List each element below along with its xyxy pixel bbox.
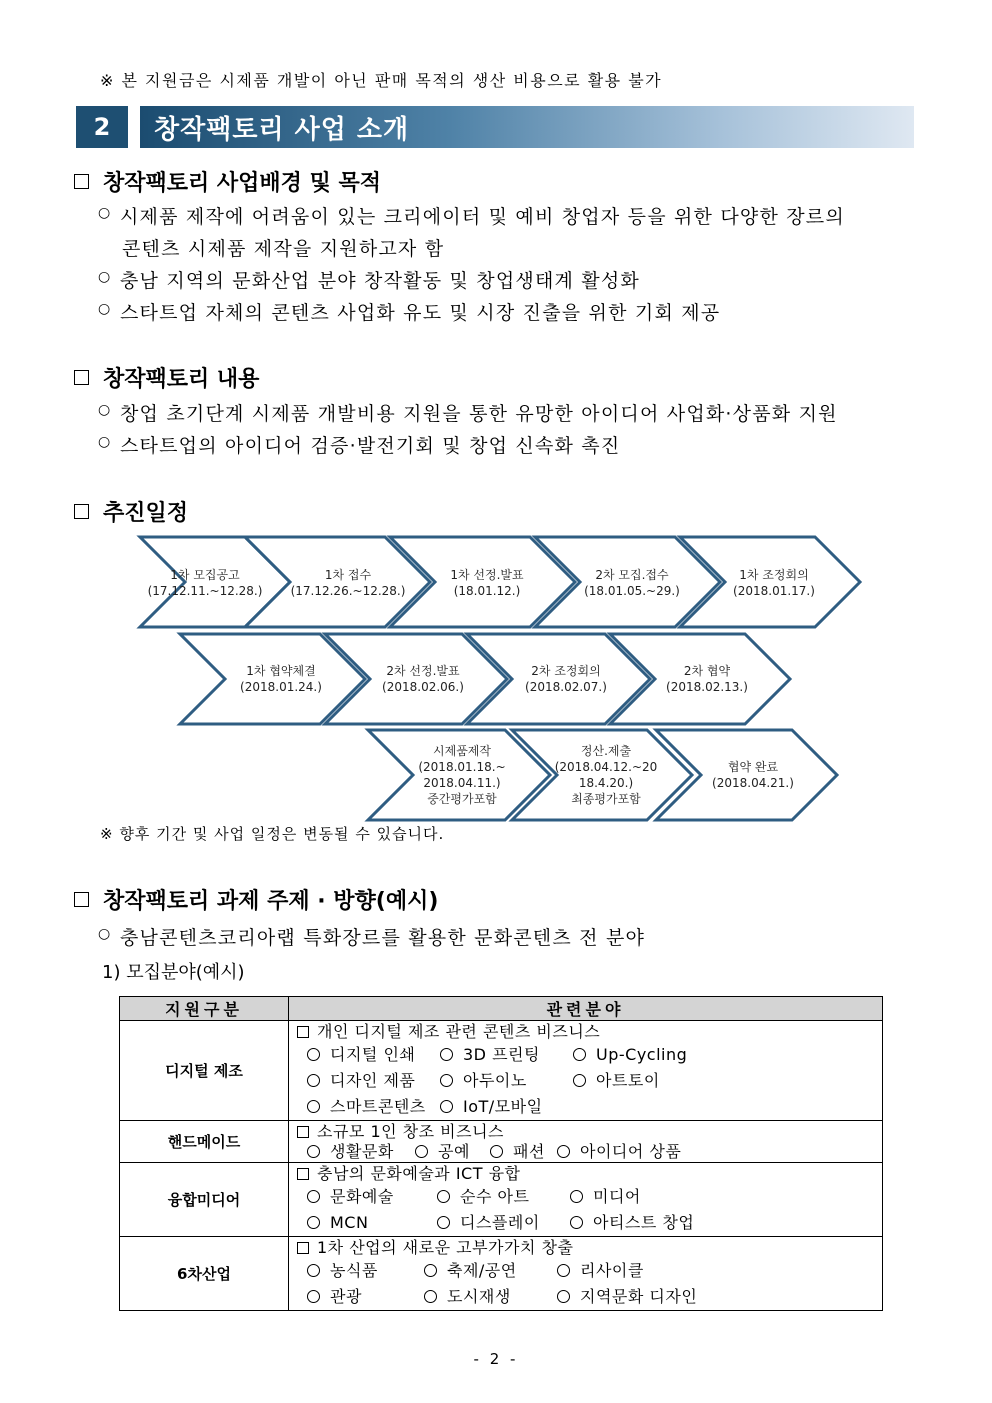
circle-bullet-icon: ○ (98, 434, 112, 450)
option-text: 디지털 인쇄 (330, 1045, 416, 1064)
section-title: 창작팩토리 사업 소개 (140, 106, 914, 148)
option-text: 문화예술 (330, 1187, 394, 1206)
fields-cell (289, 1237, 883, 1311)
step-date: (2018.01.24.) (240, 680, 322, 694)
list-item-text: 창업 초기단계 시제품 개발비용 지원을 통한 유망한 아이디어 사업화·상품화 지원 (120, 403, 838, 425)
field-option (437, 1184, 570, 1210)
step-line: 정산.제출 (580, 744, 632, 758)
circle-icon (307, 1100, 320, 1113)
step-line: 최종평가포함 (571, 792, 641, 806)
field-option (424, 1284, 557, 1310)
circle-icon (557, 1145, 570, 1158)
field-option (437, 1210, 570, 1236)
option-text: 디자인 제품 (330, 1071, 416, 1090)
field-option (573, 1042, 687, 1068)
list-item-text: 충남콘텐츠코리아랩 특화장르를 활용한 문화콘텐츠 전 분야 (120, 927, 646, 949)
field-options-line (289, 1142, 882, 1162)
field-option (440, 1042, 573, 1068)
step-date: (18.01.05.~29.) (584, 584, 680, 598)
field-option (307, 1094, 440, 1120)
option-text: 아트토이 (596, 1071, 660, 1090)
heading-text: 창작팩토리 내용 (103, 367, 260, 392)
option-text: 관광 (330, 1287, 362, 1306)
field-heading (289, 1021, 882, 1042)
circle-icon (307, 1145, 320, 1158)
field-option (570, 1210, 694, 1236)
field-options-line (289, 1184, 882, 1210)
circle-icon (440, 1100, 453, 1113)
step-line: 중간평가포함 (427, 792, 497, 806)
top-note: ※ 본 지원금은 시제품 개발이 아닌 판매 목적의 생산 비용으로 활용 불가 (100, 71, 663, 90)
table-header: 지원구분 (120, 997, 289, 1021)
field-option (573, 1068, 660, 1094)
circle-icon (424, 1264, 437, 1277)
step-date: (18.01.12.) (453, 584, 521, 598)
section-number: 2 (76, 106, 128, 148)
step-date: (2018.02.07.) (525, 680, 607, 694)
circle-icon (437, 1216, 450, 1229)
circle-icon (440, 1074, 453, 1087)
list-item-text: 스타트업 자체의 콘텐츠 사업화 유도 및 시장 진출을 위한 기회 제공 (120, 302, 721, 324)
field-options-line (289, 1042, 882, 1068)
option-text: 디스플레이 (460, 1213, 540, 1232)
step-line: (2018.04.12.~20 (554, 760, 658, 774)
sub-heading: 1) 모집분야(예시) (102, 962, 245, 983)
step-title: 2차 협약 (683, 664, 731, 678)
field-option (440, 1094, 543, 1120)
circle-bullet-icon: ○ (98, 301, 112, 317)
field-option (307, 1042, 440, 1068)
field-heading (289, 1237, 882, 1258)
step-line: (2018.04.21.) (712, 776, 794, 790)
fields-cell (289, 1163, 883, 1237)
step-title: 2차 모집.접수 (595, 568, 669, 582)
circle-icon (415, 1145, 428, 1158)
field-options-line (289, 1210, 882, 1236)
option-text: IoT/모바일 (463, 1097, 543, 1116)
heading-text: 창작팩토리 과제 주제 · 방향(예시) (103, 889, 439, 914)
table-row (120, 1237, 883, 1311)
step-title: 2차 선정.발표 (386, 664, 460, 678)
option-text: 생활문화 (330, 1142, 394, 1161)
circle-icon (557, 1290, 570, 1303)
list-item (98, 923, 645, 950)
circle-icon (424, 1290, 437, 1303)
option-text: 아이디어 상품 (580, 1142, 682, 1161)
step-line: 18.4.20.) (578, 776, 634, 790)
step-date: (17.12.11.~12.28.) (147, 584, 263, 598)
field-option (415, 1142, 490, 1162)
circle-icon (307, 1190, 320, 1203)
option-text: Up-Cycling (596, 1045, 688, 1064)
field-options-line (289, 1258, 882, 1284)
checkbox-square-icon (74, 892, 89, 907)
option-text: 아두이노 (463, 1071, 527, 1090)
circle-bullet-icon: ○ (98, 269, 112, 285)
step-title: 1차 선정.발표 (450, 568, 524, 582)
step-title: 1차 협약체결 (246, 664, 316, 678)
field-option (557, 1142, 681, 1162)
field-option (490, 1142, 557, 1162)
field-options-line (289, 1068, 882, 1094)
heading-topics (74, 884, 438, 915)
circle-icon (570, 1216, 583, 1229)
option-text: 패션 (513, 1142, 545, 1161)
step-line: 2018.04.11.) (423, 776, 501, 790)
field-option (557, 1258, 644, 1284)
checkbox-square-icon (297, 1126, 309, 1138)
field-option (424, 1258, 557, 1284)
fields-cell (289, 1021, 883, 1121)
option-text: 미디어 (593, 1187, 641, 1206)
option-text: 스마트콘텐츠 (330, 1097, 426, 1116)
list-item-text: 스타트업의 아이디어 검증·발전기회 및 창업 신속화 촉진 (120, 435, 621, 457)
step-line: 시제품제작 (433, 744, 491, 758)
field-heading-text: 1차 산업의 새로운 고부가가치 창출 (317, 1238, 574, 1257)
heading-text: 추진일정 (103, 501, 189, 526)
circle-icon (307, 1216, 320, 1229)
step-date: (2018.01.17.) (733, 584, 815, 598)
field-heading (289, 1163, 882, 1184)
circle-icon (570, 1190, 583, 1203)
circle-icon (307, 1264, 320, 1277)
table-row (120, 1163, 883, 1237)
field-options-line (289, 1284, 882, 1310)
category-cell: 6차산업 (120, 1237, 289, 1311)
category-cell: 디지털 제조 (120, 1021, 289, 1121)
option-text: 3D 프린팅 (463, 1045, 540, 1064)
step-date: (2018.02.13.) (666, 680, 748, 694)
circle-icon (440, 1048, 453, 1061)
field-option (307, 1068, 440, 1094)
schedule-note: ※ 향후 기간 및 사업 일정은 변동될 수 있습니다. (100, 825, 445, 843)
category-cell: 융합미디어 (120, 1163, 289, 1237)
field-option (440, 1068, 573, 1094)
field-option (307, 1142, 415, 1162)
step-title: 1차 모집공고 (170, 568, 240, 582)
circle-icon (573, 1048, 586, 1061)
option-text: MCN (330, 1213, 369, 1232)
field-option (557, 1284, 697, 1310)
step-title: 1차 조정회의 (739, 568, 809, 582)
field-option (307, 1210, 437, 1236)
table-row (120, 1021, 883, 1121)
option-text: 아티스트 창업 (593, 1213, 695, 1232)
step-title: 2차 조정회의 (531, 664, 601, 678)
circle-bullet-icon: ○ (98, 402, 112, 418)
option-text: 순수 아트 (460, 1187, 530, 1206)
step-date: (17.12.26.~12.28.) (290, 584, 406, 598)
field-options-line (289, 1094, 882, 1120)
checkbox-square-icon (297, 1242, 309, 1254)
table-row (120, 1121, 883, 1163)
table-header-row (120, 997, 883, 1021)
step-line: 협약 완료 (727, 760, 779, 774)
field-option (307, 1258, 424, 1284)
step-line: (2018.01.18.~ (418, 760, 506, 774)
circle-icon (307, 1290, 320, 1303)
step-title: 1차 접수 (324, 568, 372, 582)
circle-icon (490, 1145, 503, 1158)
table-header: 관련분야 (289, 997, 883, 1021)
circle-icon (573, 1074, 586, 1087)
field-heading-text: 소규모 1인 창조 비즈니스 (317, 1122, 504, 1141)
checkbox-square-icon (297, 1168, 309, 1180)
step-date: (2018.02.06.) (382, 680, 464, 694)
heading-text: 창작팩토리 사업배경 및 목적 (103, 171, 382, 196)
page-number: - 2 - (473, 1350, 519, 1368)
recruitment-table (119, 996, 883, 1311)
fields-cell (289, 1121, 883, 1163)
checkbox-square-icon (297, 1026, 309, 1038)
list-item-text: 시제품 제작에 어려움이 있는 크리에이터 및 예비 창업자 등을 위한 다양한 장르의 (120, 206, 845, 228)
field-option (307, 1184, 437, 1210)
field-option (570, 1184, 641, 1210)
circle-icon (307, 1048, 320, 1061)
circle-bullet-icon: ○ (98, 205, 112, 221)
field-option (307, 1284, 424, 1310)
option-text: 리사이클 (580, 1261, 644, 1280)
field-heading-text: 충남의 문화예술과 ICT 융합 (317, 1164, 521, 1183)
circle-icon (437, 1190, 450, 1203)
field-heading (289, 1121, 882, 1142)
field-heading-text: 개인 디지털 제조 관련 콘텐츠 비즈니스 (317, 1022, 601, 1041)
option-text: 지역문화 디자인 (580, 1287, 698, 1306)
circle-icon (557, 1264, 570, 1277)
option-text: 공예 (438, 1142, 470, 1161)
circle-bullet-icon: ○ (98, 926, 112, 942)
option-text: 농식품 (330, 1261, 378, 1280)
list-item-continuation: 콘텐츠 시제품 제작을 지원하고자 함 (122, 238, 445, 260)
list-item-text: 충남 지역의 문화산업 분야 창작활동 및 창업생태계 활성화 (120, 270, 640, 292)
circle-icon (307, 1074, 320, 1087)
option-text: 도시재생 (447, 1287, 511, 1306)
option-text: 축제/공연 (447, 1261, 517, 1280)
category-cell: 핸드메이드 (120, 1121, 289, 1163)
